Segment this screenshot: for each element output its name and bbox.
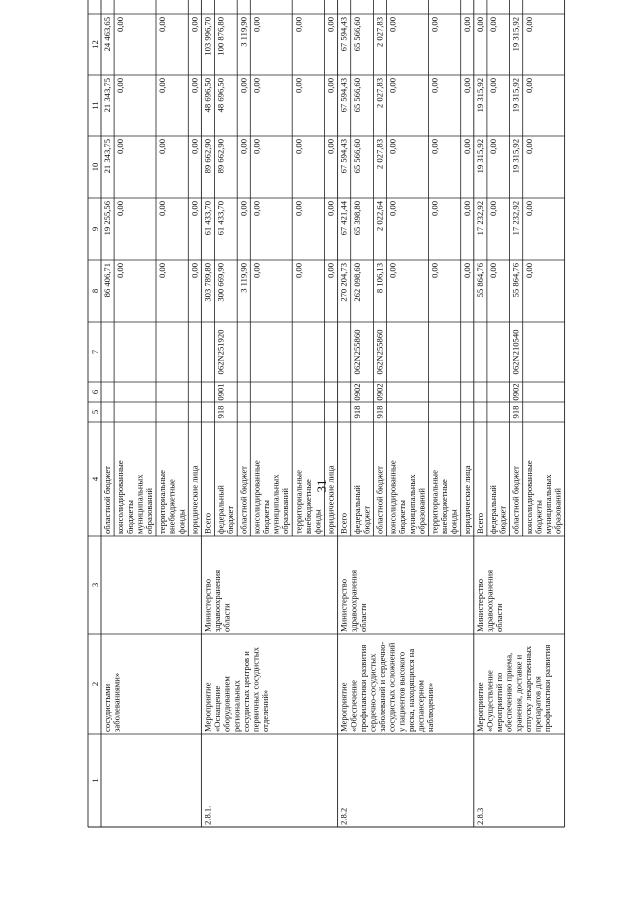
amount-value: 0,00 [429, 78, 440, 94]
event-name: профилактики развития [542, 644, 553, 732]
amount-value: 0,00 [523, 263, 534, 279]
amount-value: 0,00 [387, 17, 398, 33]
budget-code-section: 0901 [215, 383, 226, 401]
event-name: мероприятий по [494, 672, 505, 732]
budget-code-grbs: 918 [215, 405, 226, 419]
funding-source-label: областной бюджет [238, 466, 249, 534]
responsible-executor: здравоохранения [484, 569, 495, 632]
amount-value: 0,00 [461, 17, 472, 33]
event-name: у пациентов высокого [396, 651, 407, 732]
amount-value: 0,00 [387, 78, 398, 94]
amount-value: 61 433,70 [215, 201, 226, 236]
amount-value: 0,00 [293, 201, 304, 217]
funding-source-label: территориальные [429, 470, 440, 534]
budget-code-target: 062N210540 [510, 329, 521, 375]
amount-value: 89 662,90 [215, 139, 226, 174]
amount-value: 17 232,92 [474, 201, 485, 236]
amount-value: 0,00 [523, 139, 534, 155]
event-number: 2.8.2 [338, 807, 349, 825]
amount-value: 19 315,92 [474, 78, 485, 113]
event-name: риска, находящихся на [405, 648, 416, 732]
budget-code-grbs: 918 [351, 405, 362, 419]
amount-value: 0,00 [325, 201, 336, 217]
amount-value: 0,00 [429, 139, 440, 155]
amount-value: 0,00 [488, 139, 498, 155]
event-name: «Обеспечение [348, 680, 359, 732]
budget-code-target: 062N255860 [351, 329, 362, 375]
responsible-executor: здравоохранения [212, 569, 223, 632]
funding-source-label: бюджеты [124, 500, 135, 534]
funding-source-label: Всего [474, 512, 485, 534]
funding-source-label: областной бюджет [102, 466, 113, 534]
amount-value: 303 789,80 [202, 263, 213, 302]
event-name: Мероприятие [474, 682, 485, 732]
funding-source-label: внебюджетные [439, 479, 450, 534]
funding-source-label: областной бюджет [374, 466, 385, 534]
amount-value: 0,00 [429, 201, 440, 217]
responsible-executor: области [494, 603, 505, 632]
funding-source-label: юридические лица [325, 465, 336, 534]
responsible-executor: здравоохранения [348, 569, 359, 632]
budget-code-grbs: 918 [510, 405, 521, 419]
funding-source-label: Всего [338, 512, 349, 534]
funding-source-label: бюджеты [533, 500, 544, 534]
event-name: препаратов для [532, 676, 543, 732]
header-cell-7: 7 [90, 349, 100, 355]
amount-value: 3 119,90 [238, 17, 249, 47]
event-name: наблюдении» [425, 682, 436, 732]
amount-value: 55 864,76 [510, 263, 521, 298]
responsible-executor: Министерство [474, 579, 485, 632]
amount-value: 2 027,83 [374, 17, 385, 48]
responsible-executor: области [221, 603, 232, 632]
header-cell-2: 2 [90, 681, 100, 687]
funding-source-label: областной бюджет [510, 466, 521, 534]
amount-value: 86 406,71 [102, 263, 113, 298]
amount-value: 19 255,56 [102, 201, 113, 236]
event-name: сосудистых центров и [240, 651, 251, 732]
funding-source-label: фонды [312, 509, 323, 534]
funding-source-label: бюджет [225, 505, 236, 534]
amount-value: 0,00 [461, 201, 472, 217]
amount-value: 0,00 [157, 263, 168, 279]
amount-value: 0,00 [238, 139, 249, 155]
amount-value: 0,00 [325, 263, 336, 279]
amount-value: 61 433,70 [202, 201, 213, 236]
header-cell-12: 12 [90, 40, 100, 49]
event-name: профилактики развития [357, 644, 368, 732]
budget-code-section: 0902 [374, 383, 385, 401]
amount-value: 55 864,76 [474, 263, 485, 298]
amount-value: 0,00 [325, 17, 336, 33]
amount-value: 0,00 [189, 17, 200, 33]
funding-source-label: федеральный [215, 485, 226, 534]
amount-value: 0,00 [189, 201, 200, 217]
amount-value: 0,00 [488, 263, 498, 279]
amount-value: 0,00 [523, 78, 534, 94]
amount-value: 270 204,73 [338, 263, 349, 302]
amount-value: 100 876,80 [215, 17, 226, 56]
amount-value: 0,00 [293, 78, 304, 94]
amount-value: 19 315,92 [510, 139, 521, 174]
amount-value: 0,00 [115, 78, 126, 94]
amount-value: 262 098,60 [351, 263, 362, 302]
amount-value: 48 696,50 [202, 78, 213, 113]
budget-code-section: 0902 [351, 383, 362, 401]
funding-source-label: фонды [176, 509, 187, 534]
funding-source-label: бюджет [361, 505, 372, 534]
amount-value: 65 566,60 [351, 139, 362, 174]
amount-value: 21 343,75 [102, 139, 113, 174]
event-name: Мероприятие [338, 682, 349, 732]
amount-value: 0,00 [238, 201, 249, 217]
amount-value: 0,00 [293, 17, 304, 33]
funding-source-label: образований [280, 488, 291, 534]
amount-value: 0,00 [429, 17, 440, 33]
funding-source-label: юридические лица [189, 465, 200, 534]
amount-value: 0,00 [461, 139, 472, 155]
event-name: оборудованием [221, 676, 232, 732]
amount-value: 0,00 [523, 17, 534, 33]
amount-value: 0,00 [251, 263, 262, 279]
responsible-executor: Министерство [202, 579, 213, 632]
amount-value: 65 398,80 [351, 201, 362, 236]
amount-value: 19 315,92 [510, 17, 521, 52]
budget-code-section: 0902 [510, 383, 521, 401]
funding-source-label: образований [552, 488, 563, 534]
amount-value: 67 594,43 [338, 17, 349, 52]
amount-value: 65 566,60 [351, 17, 362, 52]
funding-source-label: федеральный [351, 485, 362, 534]
amount-value: 2 027,83 [374, 139, 385, 170]
funding-source-label: территориальные [293, 470, 304, 534]
amount-value: 0,00 [238, 78, 249, 94]
funding-source-label: внебюджетные [166, 479, 177, 534]
funding-source-label: бюджет [497, 505, 508, 534]
amount-value: 21 343,75 [102, 78, 113, 113]
event-name: Мероприятие [202, 682, 213, 732]
budget-code-target: 062N251920 [215, 329, 226, 375]
amount-value: 0,00 [387, 201, 398, 217]
amount-value: 0,00 [488, 201, 498, 217]
amount-value: 67 594,43 [338, 78, 349, 113]
event-name-continued: заболеваниями» [111, 672, 122, 732]
event-name: региональных [231, 680, 242, 732]
amount-value: 2 022,64 [374, 201, 385, 232]
header-cell-11: 11 [90, 101, 100, 110]
header-cell-1: 1 [90, 778, 100, 783]
amount-value: 0,00 [157, 201, 168, 217]
amount-value: 0,00 [189, 139, 200, 155]
amount-value: 103 996,70 [202, 17, 213, 56]
amount-value: 0,00 [115, 17, 126, 33]
funding-source-label: территориальные [157, 470, 168, 534]
event-name-continued: сосудистыми [102, 683, 113, 732]
header-cell-9: 9 [90, 226, 100, 232]
amount-value: 0,00 [387, 263, 398, 279]
amount-value: 24 463,65 [102, 17, 113, 52]
funding-source-label: внебюджетные [302, 479, 313, 534]
funding-source-label: консолидированные [523, 460, 534, 534]
amount-value: 0,00 [251, 17, 262, 33]
amount-value: 0,00 [325, 139, 336, 155]
event-name: отделений» [260, 689, 271, 732]
funding-source-label: федеральный [488, 485, 498, 534]
amount-value: 0,00 [189, 263, 200, 279]
amount-value: 0,00 [115, 139, 126, 155]
header-cell-8: 8 [90, 288, 100, 294]
amount-value: 0,00 [488, 78, 498, 94]
funding-source-label: муниципальных [270, 474, 281, 534]
funding-source-label: образований [416, 488, 427, 534]
event-name: хранения, доставке и [513, 654, 524, 732]
event-name: обеспечению приема, [503, 652, 514, 732]
event-name: заболеваний и сердечно- [377, 641, 388, 732]
header-cell-10: 10 [90, 162, 100, 172]
funding-source-label: муниципальных [543, 474, 553, 534]
amount-value: 0,00 [461, 78, 472, 94]
funding-source-label: консолидированные [251, 460, 262, 534]
budget-code-grbs: 918 [374, 405, 385, 419]
budget-code-target: 062N255860 [374, 329, 385, 375]
amount-value: 0,00 [189, 78, 200, 94]
amount-value: 0,00 [251, 201, 262, 217]
funding-source-label: муниципальных [406, 474, 417, 534]
amount-value: 0,00 [157, 78, 168, 94]
amount-value: 0,00 [293, 139, 304, 155]
event-name: отпуску лекарственных [522, 645, 533, 732]
funding-source-label: бюджеты [261, 500, 271, 534]
amount-value: 19 315,92 [510, 78, 521, 113]
rotated-table [88, 0, 565, 827]
event-name: диспансерном [415, 680, 426, 732]
amount-value: 19 315,92 [474, 139, 485, 174]
amount-value: 0,00 [461, 263, 472, 279]
amount-value: 8 106,13 [374, 263, 385, 294]
responsible-executor: области [357, 603, 368, 632]
funding-source-label: образований [144, 488, 154, 534]
amount-value: 67 594,43 [338, 139, 349, 174]
funding-source-label: консолидированные [115, 460, 126, 534]
amount-value: 0,00 [157, 17, 168, 33]
event-name: «Оснащение [212, 685, 223, 732]
funding-source-label: юридические лица [461, 465, 472, 534]
event-number: 2.8.1. [202, 805, 213, 825]
funding-source-label: бюджеты [397, 500, 408, 534]
amount-value: 48 696,50 [215, 78, 226, 113]
amount-value: 17 232,92 [510, 201, 521, 236]
amount-value: 0,00 [523, 201, 534, 217]
header-cell-3: 3 [90, 582, 100, 588]
amount-value: 89 662,90 [202, 139, 213, 174]
funding-source-label: муниципальных [134, 474, 145, 534]
amount-value: 0,00 [251, 139, 262, 155]
header-cell-4: 4 [90, 476, 100, 482]
amount-value: 3 119,90 [238, 263, 249, 293]
event-name: «Осуществление [484, 670, 495, 732]
header-cell-6: 6 [90, 389, 100, 395]
amount-value: 2 027,83 [374, 78, 385, 109]
amount-value: 0,00 [488, 17, 498, 33]
amount-value: 0,00 [325, 78, 336, 94]
amount-value: 0,00 [115, 201, 126, 217]
header-cell-5: 5 [90, 409, 100, 415]
amount-value: 65 566,60 [351, 78, 362, 113]
page-number: 31 [314, 479, 329, 493]
amount-value: 0,00 [157, 139, 168, 155]
funding-source-label: Всего [202, 512, 213, 534]
amount-value: 0,00 [115, 263, 126, 279]
funding-source-label: консолидированные [387, 460, 398, 534]
amount-value: 0,00 [251, 78, 262, 94]
amount-value: 300 669,90 [215, 263, 226, 302]
event-name: сосудистых осложнений [386, 642, 397, 732]
responsible-executor: Министерство [338, 579, 349, 632]
amount-value: 67 421,44 [338, 201, 349, 236]
amount-value: 0,00 [293, 263, 304, 279]
event-name: первичных сосудистых [250, 647, 261, 732]
amount-value: 0,00 [387, 139, 398, 155]
event-number: 2.8.3 [474, 807, 485, 825]
amount-value: 0,00 [474, 17, 485, 33]
amount-value: 0,00 [429, 263, 440, 279]
funding-source-label: фонды [448, 509, 459, 534]
event-name: сердечно-сосудистых [367, 653, 378, 732]
